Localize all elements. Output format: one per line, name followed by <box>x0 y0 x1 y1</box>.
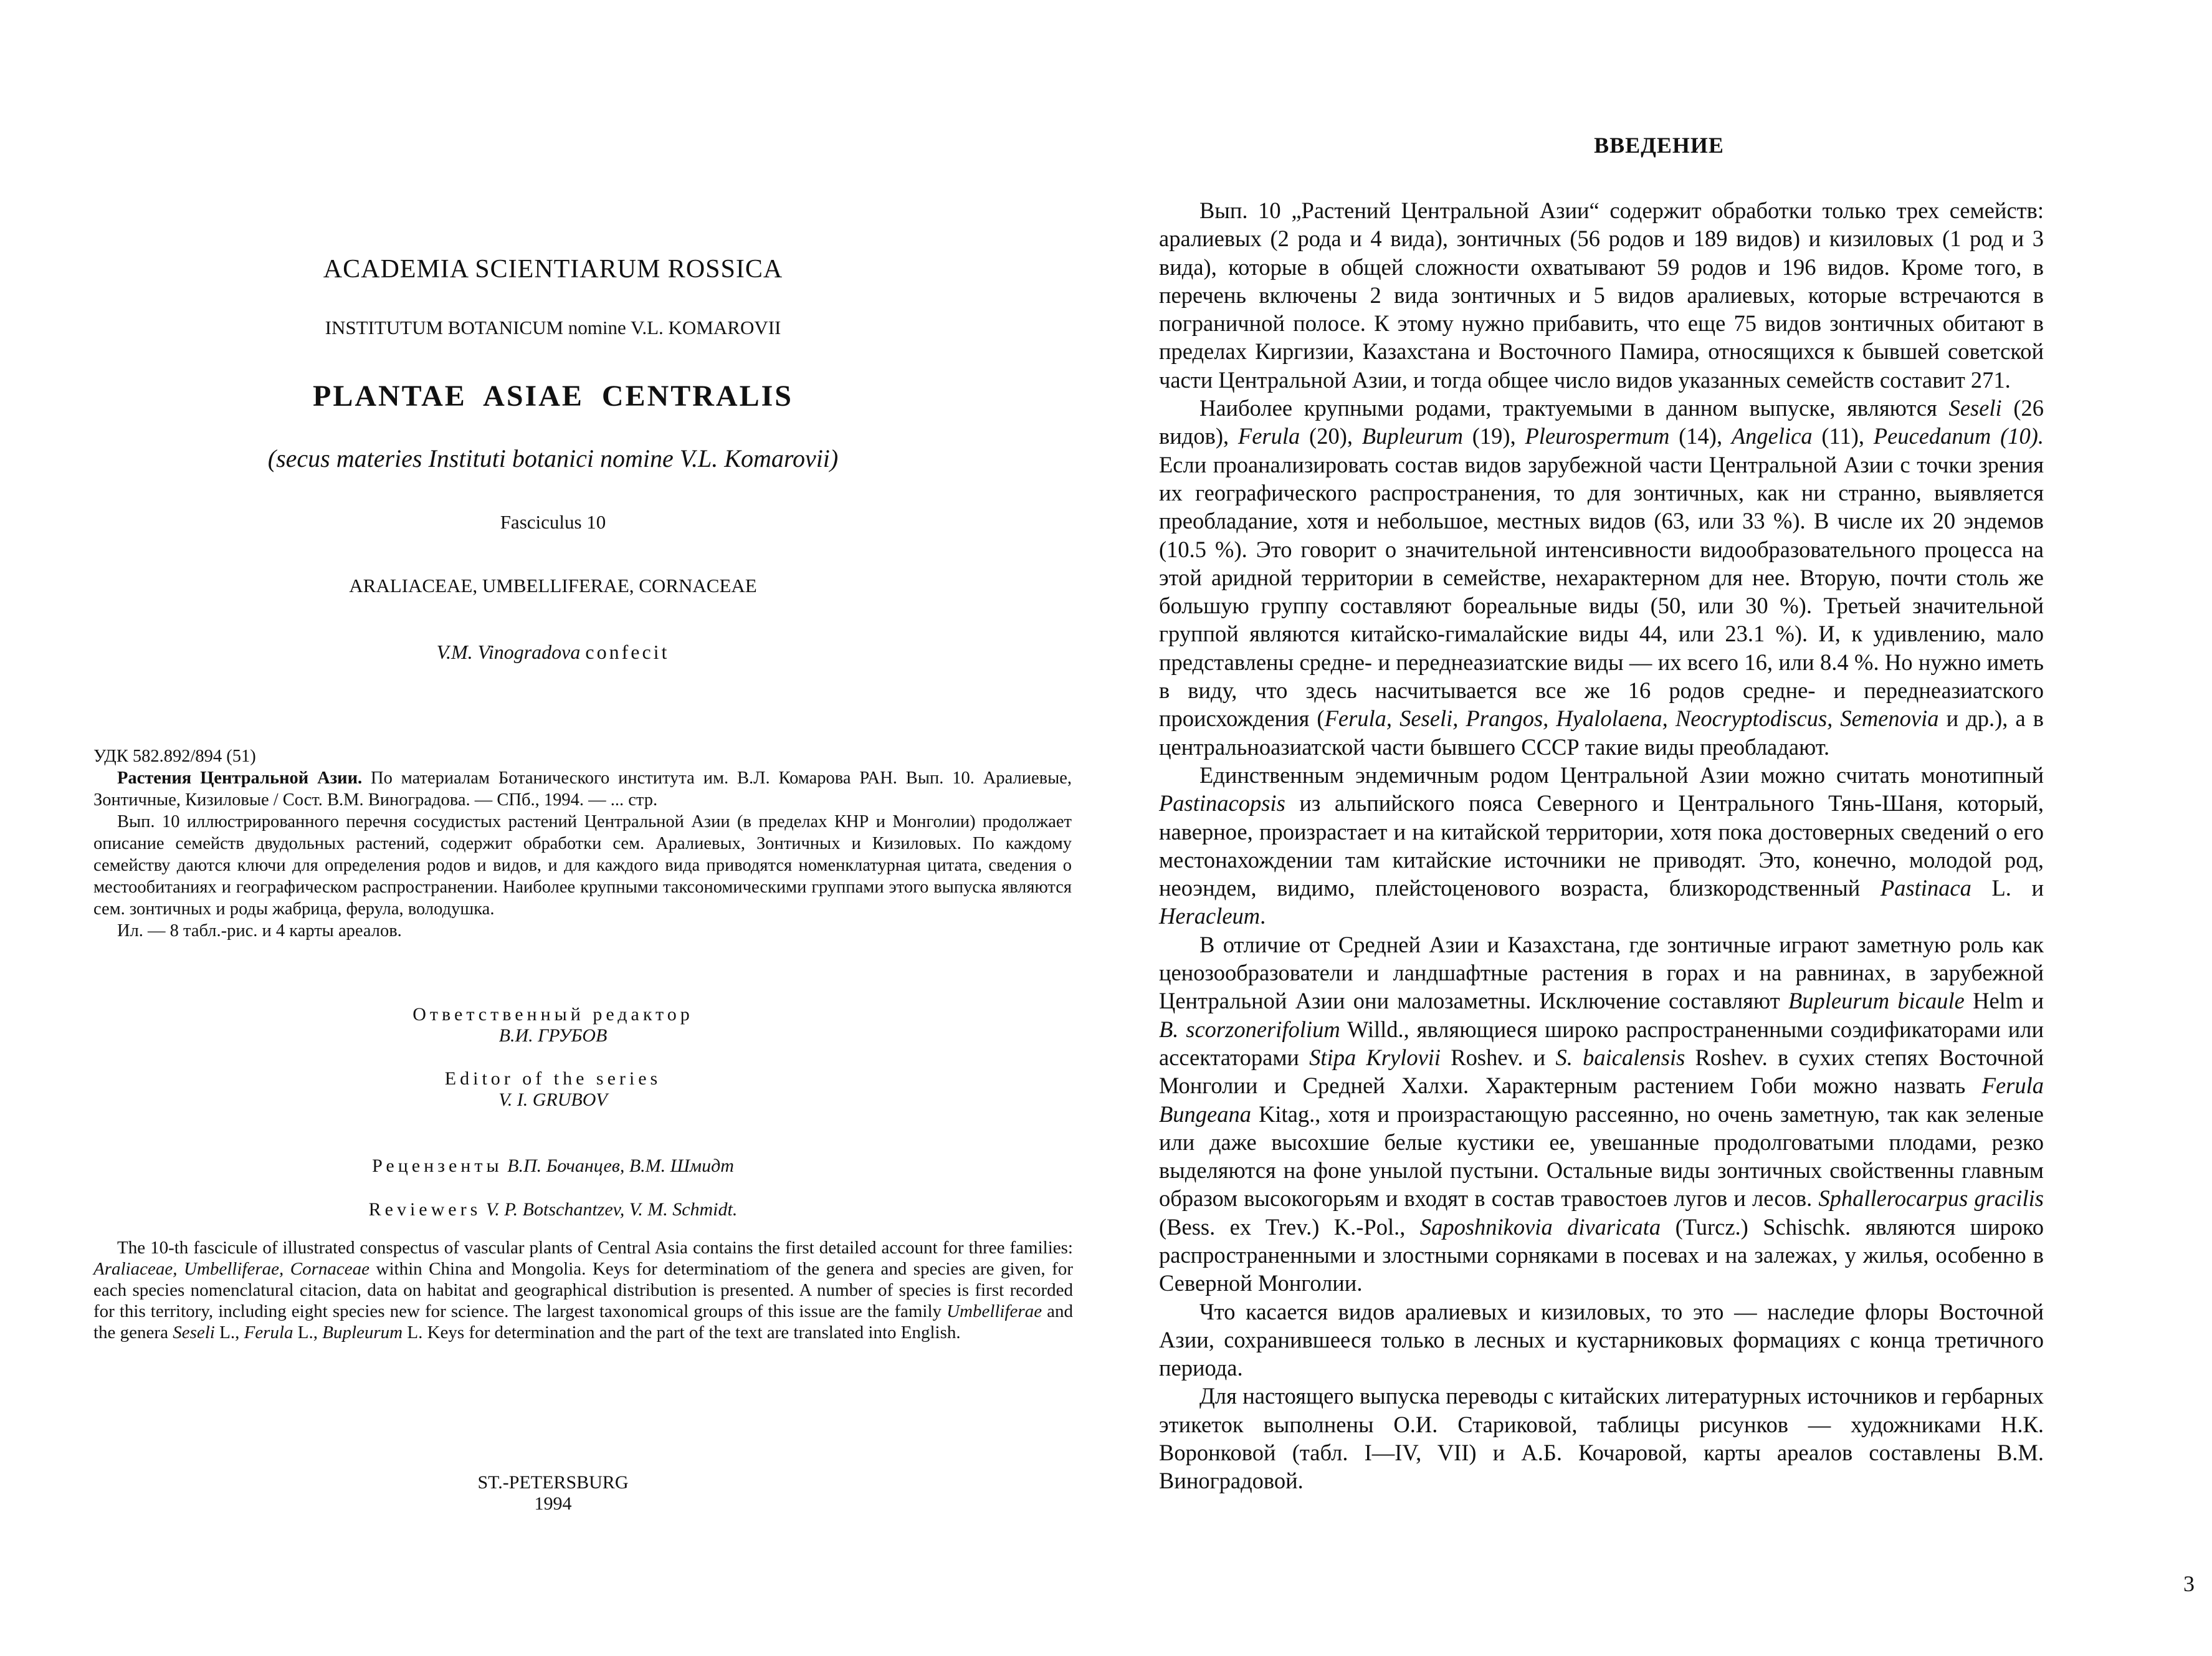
reviewers-ru-label: Рецензенты <box>372 1156 503 1176</box>
intro-heading: ВВЕДЕНИЕ <box>1594 133 1724 158</box>
abstract-paragraph-2: Вып. 10 иллюстрированного перечня сосудистых растений Центральной Азии (в пределах КНР и Монголии) продолжает описание семейств двудольных растений, содержит обработки сем. Аралиевых, Зонтичных и Кизиловых. По каждому семейству даются ключи для определения родов и видов, и для каждого вида приводятся номенклатурная цитата, сведения о местообитаниях и географическом распространении. Наиболее крупными таксономическими группами этого выпуска являются сем. зонтичных и роды жабрица, ферула, володушка. <box>93 812 1072 919</box>
intro-paragraph-2: Наиболее крупными родами, трактуемыми в данном выпуске, являются Seseli (26 видов), Ferula (20), Bupleurum (19), Pleurospermum (14), Angelica (11), Peucedanum (10). Если проанализировать состав видов зарубежной части Центральной Азии с точки зрения их географического распространения, то для зонтичных, как ни странно, выявляется преобладание, хотя и небольшое, местных видов (63, или 33 %). В числе их 20 эндемов (10.5 %). Это говорит о значительной интенсивности видообразовательного процесса на этой аридной территории в семействе, нехарактерном для нее. Вторую, почти столь же большую группу составляют бореальные виды (50, или 30 %). Третьей значительной группой являются китайско-гималайские виды 44, или 23.1 %). И, к удивлению, мало представлены средне- и переднеазиатские виды — их всего 16, или 8.4 %. Но нужно иметь в виду, что здесь насчитывается все же 16 родов средне- и переднеазиатского происхождения (Ferula, Seseli, Prangos, Hyalolaena, Neocryptodiscus, Semenovia и др.), а в центральноазиатской части бывшего СССР такие виды преобладают. <box>1159 395 2044 760</box>
academy-name: ACADEMIA SCIENTIARUM ROSSICA <box>323 255 783 284</box>
abstract-block <box>93 745 1072 942</box>
intro-paragraph-4: В отличие от Средней Азии и Казахстана, где зонтичные играют заметную роль как ценозообразователи и ландшафтные растения в горах и на равнинах, в зарубежной Центральной Азии они малозаметны. Исключение составляют Bupleurum bicaule Helm и B. scorzonerifolium Willd., являющиеся широко распространенными соэдификаторами или ассектаторами Stipa Krylovii Roshev. и S. baicalensis Roshev. в сухих степях Восточной Монголии и Средней Халхи. Характерным растением Гоби можно назвать Ferula Bungeana Kitag., хотя и произрастающую рассеянно, но очень заметную, так как зеленые или даже высохшие белые кустики ее, увешанные продолговатыми плодами, резко выделяются на фоне унылой пустыни. Остальные виды зонтичных свойственны главным образом высокогорьям и входят в состав травостоев лугов и лесов. Sphallerocarpus gracilis (Bess. ex Trev.) K.-Pol., Saposhnikovia divaricata (Turcz.) Schischk. являются широко распространенными и злостными сорняками в посевах и на залежах, у жилья, особенно в Северной Монголии. <box>1159 931 2044 1296</box>
intro-paragraph-6: Для настоящего выпуска переводы с китайских литературных источников и гербарных этикеток выполнены О.И. Стариковой, таблицы рисунков — художниками Н.К. Воронковой (табл. I—IV, VII) и А.Б. Кочаровой, карты ареалов составлены В.М. Виноградовой. <box>1159 1383 2044 1494</box>
abstract-paragraph-3: Ил. — 8 табл.-рис. и 4 карты ареалов. <box>117 921 402 940</box>
imprint <box>0 1472 1106 1515</box>
institute-name: INSTITUTUM BOTANICUM nomine V.L. KOMAROVII <box>325 317 781 338</box>
author-line <box>0 641 1106 664</box>
page-number: 3 <box>2183 1571 2195 1596</box>
families-list: ARALIACEAE, UMBELLIFERAE, CORNACEAE <box>349 575 757 596</box>
intro-paragraph-3: Единственным эндемичным родом Центральной Азии можно считать монотипный Pastinacopsis из альпийского пояса Северного и Центрального Тянь-Шаня, который, наверное, произрастает и на китайской территории, хотя пока достоверных сведений о его местонахождении там китайские источники не приводят. Это, конечно, молодой род, неоэндем, видимо, плейстоценового возраста, близкородственный Pastinaca L. и Heracleum. <box>1159 762 2044 929</box>
author-name: V.M. Vinogradova <box>436 641 581 663</box>
udk-code: УДК 582.892/894 (51) <box>93 747 256 766</box>
intro-paragraph-1: Вып. 10 „Растений Центральной Азии“ содержит обработки только трех семейств: аралиевых (2 рода и 4 вида), зонтичных (56 родов и 189 видов) и кизиловых (1 род и 3 вида), которые в общей сложности охватывают 59 родов и 196 видов. Кроме того, в перечень включены 2 вида зонтичных и 5 видов аралиевых, которые встречаются в пограничной полосе. К этому нужно прибавить, что еще 75 видов зонтичных обитают в пределах Киргизии, Казахстана и Восточного Памира, относящихся к бывшей советской части Центральной Азии, и тогда общее число видов указанных семейств составит 271. <box>1159 198 2044 393</box>
right-page <box>1106 0 2212 1656</box>
reviewers-en <box>0 1199 1106 1220</box>
reviewers-en-names: V. P. Botschantzev, V. M. Schmidt. <box>485 1199 738 1220</box>
intro-body <box>1159 196 2044 1495</box>
reviewers-en-label: Reviewers <box>368 1199 482 1220</box>
confecit-word: confecit <box>585 641 670 663</box>
imprint-year: 1994 <box>534 1493 572 1514</box>
series-editor <box>0 1068 1106 1111</box>
abstract-paragraph-1: Растения Центральной Азии. По материалам Ботанического института им. В.Л. Комарова РАН. Вып. 10. Аралиевые, Зонтичные, Кизиловые / Сост. В.М. Виноградова. — СПб., 1994. — ... стр. <box>93 768 1072 810</box>
imprint-city: ST.-PETERSBURG <box>477 1472 629 1493</box>
book-title: PLANTAE ASIAE CENTRALIS <box>313 380 793 413</box>
book-subtitle: (secus materies Instituti botanici nomine V.L. Komarovii) <box>267 444 839 472</box>
reviewers-ru <box>0 1156 1106 1177</box>
responsible-editor <box>0 1004 1106 1046</box>
series-editor-name: V. I. GRUBOV <box>498 1089 608 1110</box>
fascicle-number: Fasciculus 10 <box>500 511 606 533</box>
abstract-title: Растения Центральной Азии. <box>117 768 363 788</box>
responsible-editor-label: Ответственный редактор <box>412 1004 694 1025</box>
responsible-editor-name: В.И. ГРУБОВ <box>498 1025 608 1046</box>
intro-paragraph-5: Что касается видов аралиевых и кизиловых, то это — наследие флоры Восточной Азии, сохранившееся только в лесных и кустарниковых формациях с конца третичного периода. <box>1159 1298 2044 1381</box>
english-summary: The 10-th fascicule of illustrated conspectus of vascular plants of Central Asia contains the first detailed account for three families: Araliaceae, Umbelliferae, Cornaceae within China and Mongolia. Keys for determinatiom of the genera and species are given, for each species nomenclatural citacion, data on habitat and geographical distribution is presented. A number of species is first recorded for this territory, including eight species new for science. The largest taxonomical groups of this issue are the family Umbelliferae and the genera Seseli L., Ferula L., Bupleurum L. Keys for determination and the part of the text are translated into English. <box>93 1238 1073 1343</box>
reviewers-ru-names: В.П. Бочанцев, В.М. Шмидт <box>507 1156 734 1176</box>
series-editor-label: Editor of the series <box>444 1068 662 1089</box>
